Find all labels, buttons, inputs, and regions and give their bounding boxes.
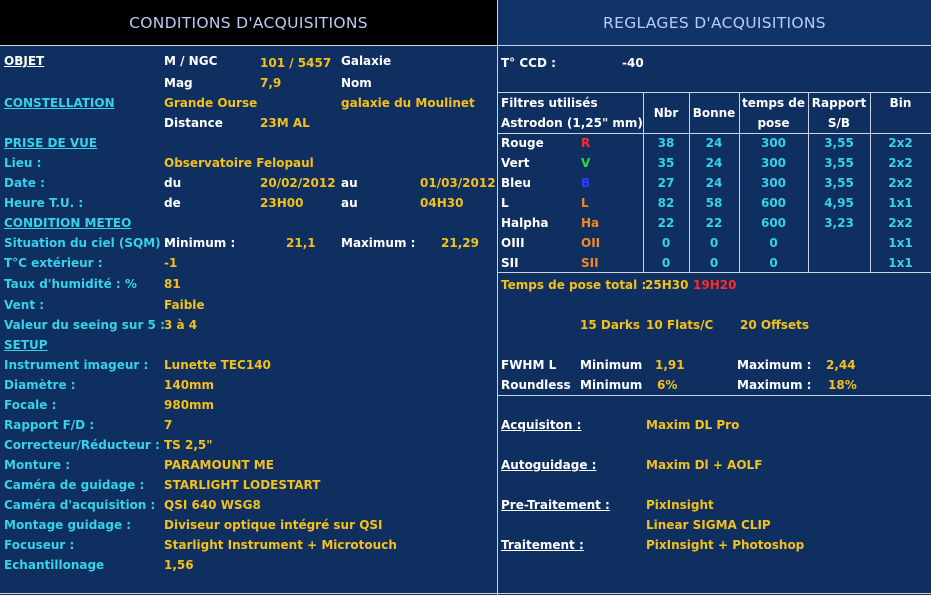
roundless-label: Roundless bbox=[501, 378, 571, 392]
setup-row-label: Instrument imageur : bbox=[4, 358, 149, 372]
filter-code: L bbox=[581, 196, 589, 210]
acquisition-value: Maxim DL Pro bbox=[646, 418, 740, 432]
setup-row-value: PARAMOUNT ME bbox=[164, 458, 274, 472]
filter-name: Rouge bbox=[501, 136, 544, 150]
darks: 15 Darks bbox=[580, 318, 640, 332]
filter-bin-cell: 2x2 bbox=[888, 216, 913, 230]
filter-rapport-cell bbox=[808, 253, 870, 273]
fwhm-label: FWHM L bbox=[501, 358, 557, 372]
filter-rapport-cell: 4,95 bbox=[824, 196, 854, 210]
lieu-value: Observatoire Felopaul bbox=[164, 156, 314, 170]
seeing-value: 3 à 4 bbox=[164, 318, 198, 332]
right-section-header bbox=[498, 0, 931, 45]
seeing-label: Valeur du seeing sur 5 : bbox=[4, 318, 165, 332]
heure-from: 23H00 bbox=[260, 196, 304, 210]
filter-temps-cell: 300 bbox=[760, 176, 787, 190]
setup-row-value: TS 2,5" bbox=[164, 438, 213, 452]
mag-label: Mag bbox=[164, 76, 193, 90]
filter-bin-cell: 2x2 bbox=[888, 176, 913, 190]
col-temps-2: pose bbox=[757, 116, 790, 130]
filter-nbr-cell: 82 bbox=[657, 196, 675, 210]
col-bonne: Bonne bbox=[692, 106, 736, 120]
setup-row-value: 7 bbox=[164, 418, 173, 432]
filter-temps-cell: 0 bbox=[769, 256, 778, 270]
filter-temps-cell: 300 bbox=[760, 156, 787, 170]
setup-row-value: Starlight Instrument + Microtouch bbox=[164, 538, 397, 552]
object-type: Galaxie bbox=[341, 54, 392, 68]
setup-row-label: Monture : bbox=[4, 458, 71, 472]
sqm-max-label: Maximum : bbox=[341, 236, 416, 250]
fwhm-max-value: 2,44 bbox=[826, 358, 856, 372]
filter-nbr-cell: 35 bbox=[657, 156, 675, 170]
autoguidage-label: Autoguidage : bbox=[501, 458, 597, 472]
col-temps-1: temps de bbox=[741, 96, 806, 110]
nom-label: Nom bbox=[341, 76, 372, 90]
filter-name: Bleu bbox=[501, 176, 531, 190]
acquisition-label: Acquisiton : bbox=[501, 418, 582, 432]
vent-label: Vent : bbox=[4, 298, 45, 312]
filter-bin-cell: 1x1 bbox=[888, 236, 913, 250]
filter-temps-cell: 300 bbox=[760, 136, 787, 150]
setup-row-label: Focuseur : bbox=[4, 538, 75, 552]
meteo-heading: CONDITION METEO bbox=[4, 216, 132, 230]
setup-row-value: 1,56 bbox=[164, 558, 194, 572]
date-du: du bbox=[164, 176, 182, 190]
filter-nbr-cell: 38 bbox=[657, 136, 675, 150]
setup-row-label: Correcteur/Réducteur : bbox=[4, 438, 160, 452]
filter-bonne-cell: 24 bbox=[705, 136, 723, 150]
distance-value: 23M AL bbox=[260, 116, 310, 130]
setup-heading: SETUP bbox=[4, 338, 48, 352]
setup-row-label: Caméra d'acquisition : bbox=[4, 498, 156, 512]
filter-bonne-cell: 58 bbox=[705, 196, 723, 210]
total-value: 25H30 bbox=[645, 278, 689, 292]
filter-temps-cell: 0 bbox=[769, 236, 778, 250]
mngc-value: 101 / 5457 bbox=[260, 56, 332, 70]
filter-rapport-cell: 3,55 bbox=[824, 176, 854, 190]
mag-value: 7,9 bbox=[260, 76, 282, 90]
setup-row-label: Rapport F/D : bbox=[4, 418, 95, 432]
temp-label: T°C extérieur : bbox=[4, 256, 103, 270]
traitement-value: PixInsight + Photoshop bbox=[646, 538, 805, 552]
bottom-border bbox=[0, 593, 931, 594]
setup-row-value: STARLIGHT LODESTART bbox=[164, 478, 321, 492]
filter-temps-cell: 600 bbox=[760, 196, 787, 210]
heure-to: 04H30 bbox=[420, 196, 464, 210]
date-label: Date : bbox=[4, 176, 45, 190]
humidity-value: 81 bbox=[164, 277, 181, 291]
sqm-min-label: Minimum : bbox=[164, 236, 236, 250]
pretraitement-value-2: Linear SIGMA CLIP bbox=[646, 518, 771, 532]
traitement-label: Traitement : bbox=[501, 538, 584, 552]
filters-label-2: Astrodon (1,25" mm) bbox=[501, 116, 643, 130]
filter-nbr-cell: 22 bbox=[657, 216, 675, 230]
humidity-label: Taux d'humidité : % bbox=[4, 277, 137, 291]
flats: 10 Flats/C bbox=[646, 318, 714, 332]
distance-label: Distance bbox=[164, 116, 223, 130]
mngc-label: M / NGC bbox=[164, 54, 218, 68]
filter-bonne-cell: 0 bbox=[709, 236, 719, 250]
lieu-label: Lieu : bbox=[4, 156, 42, 170]
filter-bin-cell: 2x2 bbox=[888, 136, 913, 150]
prise-de-vue-heading: PRISE DE VUE bbox=[4, 136, 98, 150]
left-header-text: CONDITIONS D'ACQUISITIONS bbox=[129, 13, 368, 32]
total-alt-value: 19H20 bbox=[693, 278, 737, 292]
temp-value: -1 bbox=[164, 256, 178, 270]
setup-row-value: 980mm bbox=[164, 398, 215, 412]
roundless-min-label: Minimum bbox=[580, 378, 643, 392]
sqm-max-value: 21,29 bbox=[441, 236, 479, 250]
constellation-heading: CONSTELLATION bbox=[4, 96, 115, 110]
date-to: 01/03/2012 bbox=[420, 176, 496, 190]
autoguidage-value: Maxim Dl + AOLF bbox=[646, 458, 763, 472]
fwhm-min-value: 1,91 bbox=[655, 358, 685, 372]
filter-rapport-cell bbox=[808, 233, 870, 253]
total-label: Temps de pose total : bbox=[501, 278, 647, 292]
heure-au: au bbox=[341, 196, 358, 210]
setup-row-value: Lunette TEC140 bbox=[164, 358, 271, 372]
filter-nbr-cell: 0 bbox=[661, 256, 671, 270]
setup-row-value: Diviseur optique intégré sur QSI bbox=[164, 518, 383, 532]
setup-row-label: Caméra de guidage : bbox=[4, 478, 145, 492]
filter-name: SII bbox=[501, 256, 519, 270]
filter-name: Vert bbox=[501, 156, 530, 170]
column-divider bbox=[497, 0, 498, 595]
col-rapport-2: S/B bbox=[827, 116, 851, 130]
col-rapport-1: Rapport bbox=[811, 96, 867, 110]
roundless-min-value: 6% bbox=[657, 378, 678, 392]
filter-name: L bbox=[501, 196, 509, 210]
filter-bin-cell: 1x1 bbox=[888, 256, 913, 270]
fwhm-max-label: Maximum : bbox=[737, 358, 812, 372]
filter-bonne-cell: 24 bbox=[705, 176, 723, 190]
col-bin: Bin bbox=[889, 96, 912, 110]
filter-code: R bbox=[581, 136, 591, 150]
pretraitement-label: Pre-Traitement : bbox=[501, 498, 610, 512]
vent-value: Faible bbox=[164, 298, 205, 312]
filters-label-1: Filtres utilisés bbox=[501, 96, 598, 110]
ccd-value: -40 bbox=[622, 56, 644, 70]
filter-bin-cell: 1x1 bbox=[888, 196, 913, 210]
filter-bonne-cell: 22 bbox=[705, 216, 723, 230]
roundless-max-label: Maximum : bbox=[737, 378, 812, 392]
filter-bonne-cell: 24 bbox=[705, 156, 723, 170]
right-header-text: REGLAGES D'ACQUISITIONS bbox=[603, 13, 826, 32]
filter-code: SII bbox=[581, 256, 599, 270]
setup-row-value: 140mm bbox=[164, 378, 215, 392]
fwhm-section-bottom-line bbox=[498, 395, 931, 396]
setup-row-label: Montage guidage : bbox=[4, 518, 132, 532]
offsets: 20 Offsets bbox=[740, 318, 809, 332]
setup-row-value: QSI 640 WSG8 bbox=[164, 498, 261, 512]
objet-heading: OBJET bbox=[4, 54, 45, 68]
filter-rapport-cell: 3,23 bbox=[824, 216, 854, 230]
filter-nbr-cell: 0 bbox=[661, 236, 671, 250]
setup-row-label: Echantillonage bbox=[4, 558, 105, 572]
setup-row-label: Diamètre : bbox=[4, 378, 76, 392]
heure-de: de bbox=[164, 196, 181, 210]
setup-row-label: Focale : bbox=[4, 398, 57, 412]
sqm-min-value: 21,1 bbox=[286, 236, 316, 250]
filter-rapport-cell: 3,55 bbox=[824, 136, 854, 150]
sqm-label: Situation du ciel (SQM) : bbox=[4, 236, 170, 250]
heure-label: Heure T.U. : bbox=[4, 196, 84, 210]
left-section-header bbox=[0, 0, 497, 45]
filter-name: Halpha bbox=[501, 216, 549, 230]
ccd-label: T° CCD : bbox=[501, 56, 556, 70]
constellation-value: Grande Ourse bbox=[164, 96, 258, 110]
date-au: au bbox=[341, 176, 358, 190]
filter-code: Ha bbox=[581, 216, 600, 230]
filter-bin-cell: 2x2 bbox=[888, 156, 913, 170]
object-name: galaxie du Moulinet bbox=[341, 96, 475, 110]
filter-rapport-cell: 3,55 bbox=[824, 156, 854, 170]
roundless-max-value: 18% bbox=[828, 378, 857, 392]
fwhm-min-label: Minimum bbox=[580, 358, 643, 372]
date-from: 20/02/2012 bbox=[260, 176, 336, 190]
filter-bonne-cell: 0 bbox=[709, 256, 719, 270]
filter-code: OII bbox=[581, 236, 601, 250]
filter-code: B bbox=[581, 176, 591, 190]
filter-temps-cell: 600 bbox=[760, 216, 787, 230]
filter-nbr-cell: 27 bbox=[657, 176, 675, 190]
filter-name: OIII bbox=[501, 236, 525, 250]
header-divider bbox=[0, 45, 931, 46]
filter-code: V bbox=[581, 156, 591, 170]
col-nbr: Nbr bbox=[653, 106, 679, 120]
pretraitement-value-1: PixInsight bbox=[646, 498, 714, 512]
